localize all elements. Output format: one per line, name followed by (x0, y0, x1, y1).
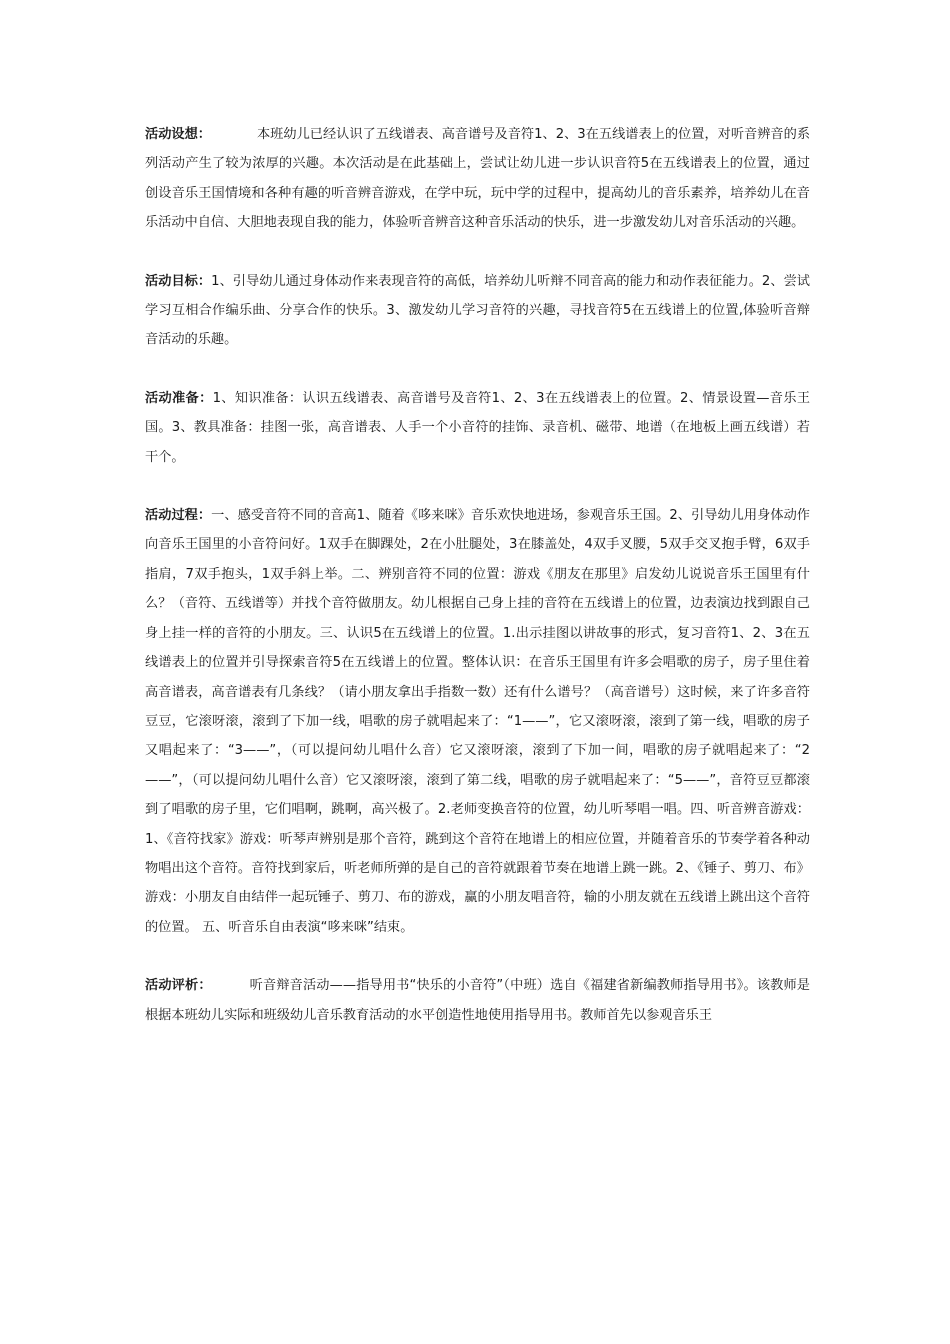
section-text-prep: 1、知识准备：认识五线谱表、高音谱号及音符1、2、3在五线谱表上的位置。2、情景设置—音乐王国。3、教具准备：挂图一张，高音谱表、人手一个小音符的挂饰、录音机、磁带、地谱（在地板上画五线谱）若干个。 (145, 390, 811, 465)
section-label-design: 活动设想： (145, 127, 211, 142)
section-process (145, 501, 810, 942)
section-text-goals: 1、引导幼儿通过身体动作来表现音符的高低，培养幼儿听辩不同音高的能力和动作表征能力。2、尝试学习互相合作编乐曲、分享合作的快乐。3、激发幼儿学习音符的兴趣，寻找音符5在五线谱上的位置,体验听音辩音活动的乐趣。 (145, 273, 810, 348)
section-label-prep: 活动准备： (145, 390, 213, 406)
section-text-design: 本班幼儿已经认识了五线谱表、高音谱号及音符1、2、3在五线谱表上的位置，对听音辨音的系列活动产生了较为浓厚的兴趣。本次活动是在此基础上，尝试让幼儿进一步认识音符5在五线谱表上的位置，通过创设音乐王国情境和各种有趣的听音辨音游戏，在学中玩，玩中学的过程中，提高幼儿的音乐素养，培养幼儿在音乐活动中自信、大胆地表现自我的能力，体验听音辨音这种音乐活动的快乐，进一步激发幼儿对音乐活动的兴趣。 (145, 127, 811, 231)
section-text-review: 听音辩音活动——指导用书“快乐的小音符”（中班）选自《福建省新编教师指导用书》。该教师是根据本班幼儿实际和班级幼儿音乐教育活动的水平创造性地使用指导用书。教师首先以参观音乐王 (145, 978, 810, 1023)
document-page (145, 120, 810, 1030)
section-goals (145, 267, 810, 355)
section-text-process: 一、感受音符不同的音高1、随着《哆来咪》音乐欢快地进场，参观音乐王国。2、引导幼儿用身体动作向音乐王国里的小音符问好。1双手在脚踝处，2在小肚腿处，3在膝盖处，4双手叉腰，5双手交叉抱手臂，6双手指肩，7双手抱头，1双手斜上举。二、辨别音符不同的位置：游戏《朋友在那里》启发幼儿说说音乐王国里有什么？（音符、五线谱等）并找个音符做朋友。幼儿根据自己身上挂的音符在五线谱上的位置，边表演边找到跟自己身上挂一样的音符的小朋友。三、认识5在五线谱上的位置。1.出示挂图以讲故事的形式，复习音符1、2、3在五线谱表上的位置并引导探索音符5在五线谱上的位置。整体认识：在音乐王国里有许多会唱歌的房子，房子里住着高音谱表，高音谱表有几条线？（请小朋友拿出手指数一数）还有什么谱号？（高音谱号）这时候，来了许多音符豆豆，它滚呀滚，滚到了下加一线，唱歌的房子就唱起来了：“1——”，它又滚呀滚，滚到了第一线，唱歌的房子又唱起来了：“3——”，（可以提问幼儿唱什么音）它又滚呀滚，滚到了下加一间，唱歌的房子就唱起来了：“2——”，（可以提问幼儿唱什么音）它又滚呀滚，滚到了第二线，唱歌的房子就唱起来了：“5——”，音符豆豆都滚到了唱歌的房子里，它们唱啊，跳啊，高兴极了。2.老师变换音符的位置，幼儿听琴唱一唱。四、听音辨音游戏：1、《音符找家》游戏：听琴声辨别是那个音符，跳到这个音符在地谱上的相应位置，并随着音乐的节奏学着各种动物唱出这个音符。音符找到家后，听老师所弹的是自己的音符就跟着节奏在地谱上跳一跳。2、《锤子、剪刀、布》游戏：小朋友自由结伴一起玩锤子、剪刀、布的游戏，赢的小朋友唱音符，输的小朋友就在五线谱上跳出这个音符的位置。 五、听音乐自由表演“哆来咪”结束。 (145, 508, 810, 935)
section-prep (145, 384, 810, 472)
section-review (145, 971, 810, 1030)
section-label-process: 活动过程： (145, 508, 212, 524)
section-label-goals: 活动目标： (145, 273, 212, 289)
section-label-review: 活动评析： (145, 978, 212, 994)
section-design (145, 120, 810, 238)
